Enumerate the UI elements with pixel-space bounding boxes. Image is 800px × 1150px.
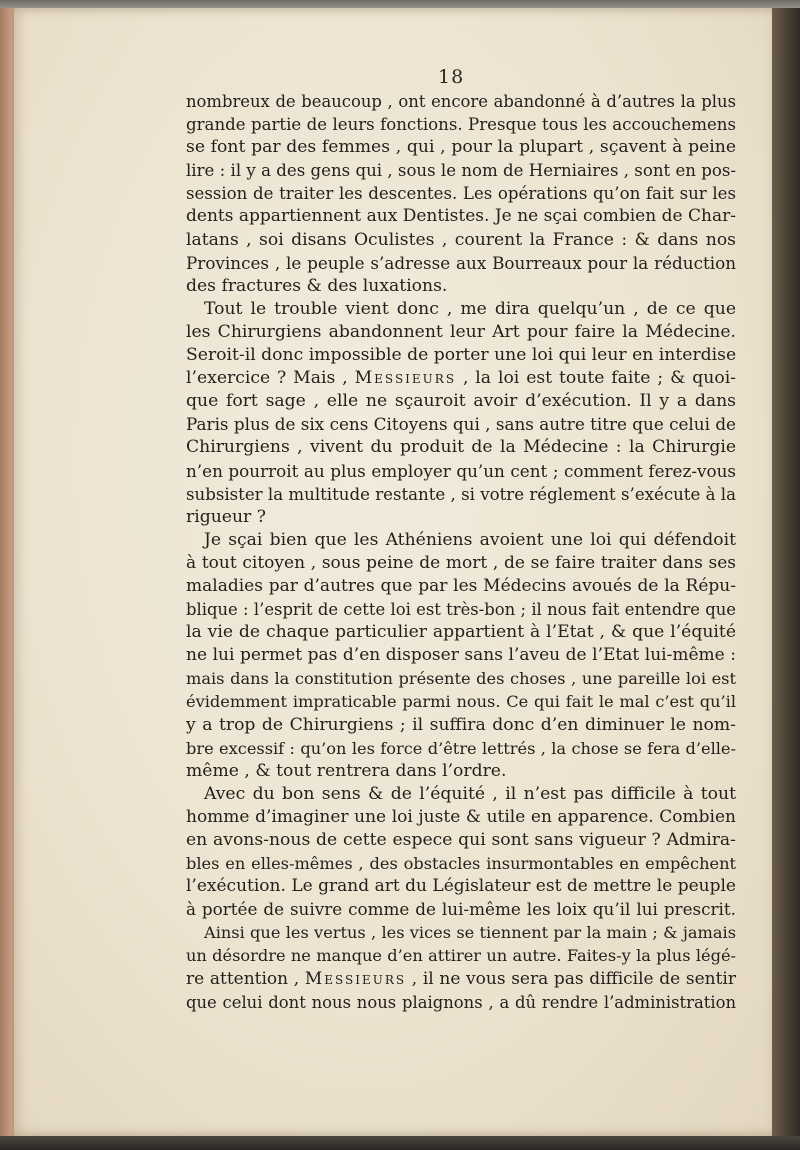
bottom-edge <box>0 1136 800 1150</box>
page-number: 18 <box>438 66 465 88</box>
body-text <box>186 90 736 1014</box>
text-line: rigueur ? <box>186 506 266 527</box>
text-line: lire : il y a des gens qui , sous le nom de Herniaires , sont en pos- <box>186 161 736 181</box>
text-line: que celui dont nous nous plaignons , a dû rendre l’administration <box>186 992 736 1012</box>
text-line: homme d’imaginer une loi juste & utile en apparence. Combien <box>186 806 736 827</box>
text-line: à tout citoyen , sous peine de mort , de se faire traiter dans ses <box>186 552 736 573</box>
text-line: Seroit-il donc impossible de porter une loi qui leur en interdise <box>186 345 736 366</box>
page-gutter-shadow <box>772 8 800 1140</box>
text-line: les Chirurgiens abandonnent leur Art pour faire la Médecine. <box>186 321 736 342</box>
text-line: la vie de chaque particulier appartient à l’Etat , & que l’équité <box>186 622 736 643</box>
text-line: dents appartiennent aux Dentistes. Je ne sçai combien de Char- <box>186 206 736 227</box>
text-line: Provinces , le peuple s’adresse aux Bourreaux pour la réduction <box>186 252 736 273</box>
text-line: que fort sage , elle ne sçauroit avoir d’exécution. Il y a dans <box>186 391 736 412</box>
text-line: nombreux de beaucoup , ont encore abandonné à d’autres la plus <box>186 92 736 111</box>
address-messieurs: Messieurs <box>354 368 457 389</box>
text-line: n’en pourroit au plus employer qu’un cent ; comment ferez-vous <box>186 460 736 481</box>
text-line: en avons-nous de cette espece qui sont sans vigueur ? Admira- <box>186 830 736 850</box>
text-line: même , & tout rentrera dans l’ordre. <box>186 760 507 781</box>
text-line: bles en elles-mêmes , des obstacles insurmontables en empêchent <box>186 854 736 874</box>
text-line: y a trop de Chirurgiens ; il suffira donc d’en diminuer le nom- <box>186 714 736 735</box>
text-line <box>186 367 736 390</box>
text-line: à portée de suivre comme de lui-même les loix qu’il lui prescrit. <box>186 899 736 920</box>
text-line: des fractures & des luxations. <box>186 275 448 296</box>
text-line: blique : l’esprit de cette loi est très-bon ; il nous fait entendre que <box>186 600 736 620</box>
text-line: Avec du bon sens & de l’équité , il n’est pas difficile à tout <box>204 783 736 804</box>
text-line: mais dans la constitution présente des choses , une pareille loi est <box>186 669 736 689</box>
text-run: , la loi est toute faite ; & quoi- <box>456 368 736 389</box>
text-line: Paris plus de six cens Citoyens qui , sans autre titre que celui de <box>186 414 736 435</box>
text-line: Ainsi que les vertus , les vices se tiennent par la main ; & jamais <box>204 923 736 943</box>
text-line: un désordre ne manque d’en attirer un autre. Faites-y la plus légé- <box>186 946 736 966</box>
text-line: bre excessif : qu’on les force d’être lettrés , la chose se fera d’elle- <box>186 738 736 758</box>
text-line: l’exécution. Le grand art du Législateur est de mettre le peuple <box>186 876 736 897</box>
text-line <box>186 968 736 991</box>
text-run: , il ne vous sera pas difficile de sentir <box>406 968 736 989</box>
text-line: Chirurgiens , vivent du produit de la Médecine : la Chirurgie <box>186 437 736 458</box>
text-run: re attention , <box>186 968 305 989</box>
text-line: évidemment impraticable parmi nous. Ce qui fait le mal c’est qu’il <box>186 692 736 712</box>
text-line: maladies par d’autres que par les Médecins avoués de la Répu- <box>186 575 736 596</box>
text-line: session de traiter les descentes. Les opérations qu’on fait sur les <box>186 184 736 204</box>
text-line: Je sçai bien que les Athéniens avoient une loi qui défendoit <box>204 529 736 550</box>
text-run: l’exercice ? Mais , <box>186 368 355 389</box>
text-line: subsister la multitude restante , si votre réglement s’exécute à la <box>186 484 736 504</box>
text-line: ne lui permet pas d’en disposer sans l’aveu de l’Etat lui-même : <box>186 645 736 666</box>
text-line: grande partie de leurs fonctions. Presque tous les accouchemens <box>186 115 736 135</box>
address-messieurs: Messieurs <box>304 968 407 989</box>
text-line: Tout le trouble vient donc , me dira quelqu’un , de ce que <box>204 298 736 319</box>
text-line: se font par des femmes , qui , pour la plupart , sçavent à peine <box>186 137 736 158</box>
text-line: latans , soi disans Oculistes , courent la France : & dans nos <box>186 229 736 250</box>
